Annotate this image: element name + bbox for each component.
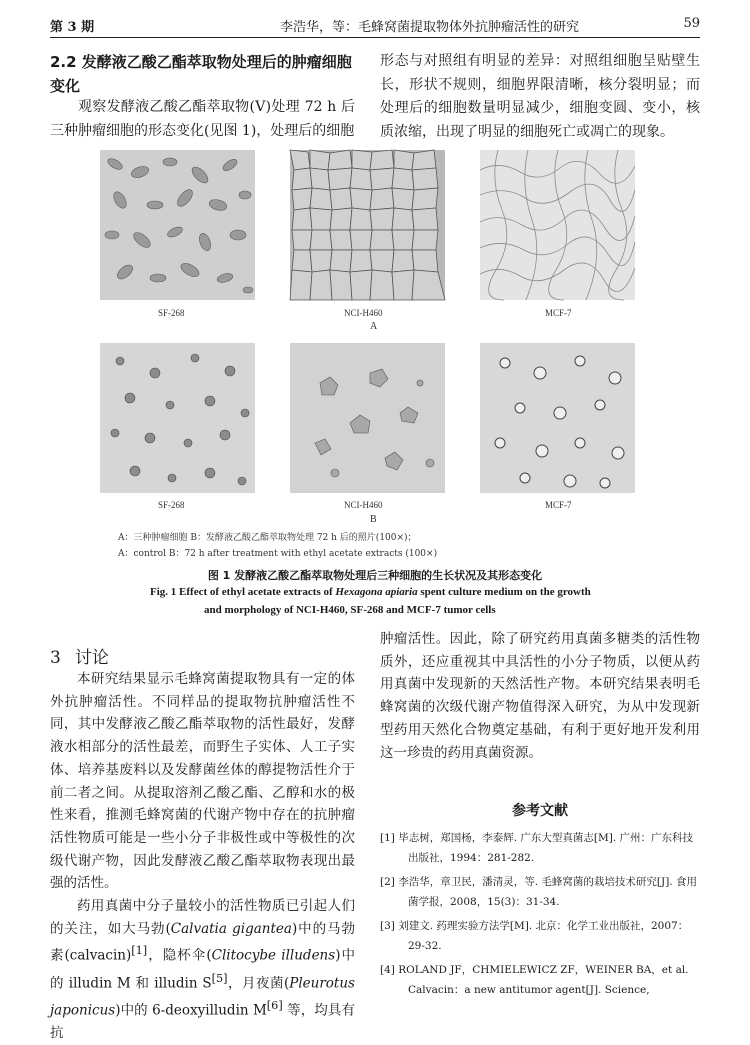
section-title: 2.2 发酵液乙酸乙酯萃取物处理后的肿瘤细胞变化 — [50, 53, 352, 95]
micrograph-b-mcf7 — [480, 343, 635, 493]
references-title: 参考文献 — [512, 803, 568, 819]
section-paragraph-left: 观察发酵液乙酸乙酯萃取物(Ⅴ)处理 72 h 后三种肿瘤细胞的形态变化(见图 1)，处理后的细胞 — [50, 99, 355, 139]
reference-item: [1] 毕志树，郑国杨，李泰辉. 广东大型真菌志[M]. 广州：广东科技出版社，1994：281-282. — [380, 832, 694, 864]
figure-caption-cn: 图 1 发酵液乙酸乙酯萃取物处理后三种细胞的生长状况及其形态变化 — [207, 569, 543, 582]
label-b-nci-h460: NCI-H460 — [344, 500, 383, 510]
figure-row-a — [100, 150, 700, 300]
micrograph-a-mcf7 — [480, 150, 635, 300]
discussion-paragraph-2: 药用真菌中分子量较小的活性物质已引起人们的关注，如大马勃(Calvatia gigantea)中的马勃素(calvacin)[1]，隐杯伞(Clitocybe illudens)中的 illudin M 和 illudin S[5]，月夜菌(Pleurotus japonicus)中的 6-deoxyilludin M[6] 等，均具有抗 — [50, 898, 355, 1042]
discussion-number: 3 — [50, 648, 61, 668]
issue-number: 第 3 期 — [50, 20, 95, 35]
figure-caption-en: Fig. 1 Effect of ethyl acetate extracts of Hexagona apiaria spent culture medium on the growth and morphology of NCI-H460, SF-268 and MCF-7 tumor cells — [150, 586, 591, 616]
figure-row-b — [100, 343, 700, 493]
discussion-paragraph-right: 肿瘤活性。因此，除了研究药用真菌多糖类的活性物质外，还应重视其中具活性的小分子物质，以便从药用真菌中发现新的天然活性产物。本研究结果表明毛蜂窝菌的次级代谢产物值得深入研究，为从中发现新型药用天然化合物奠定基础，有利于更好地开发利用这一珍贵的药用真菌资源。 — [380, 631, 700, 761]
label-a-sf268: SF-268 — [158, 308, 185, 318]
micrograph-b-nci-h460 — [290, 343, 445, 493]
micrograph-a-nci-h460 — [290, 150, 445, 300]
page-number: 59 — [683, 16, 700, 31]
discussion-heading — [50, 643, 109, 668]
discussion-paragraph-1: 本研究结果显示毛蜂窝菌提取物具有一定的体外抗肿瘤活性。不同样品的提取物抗肿瘤活性不同，其中发酵液乙酸乙酯萃取物的活性最好，发酵液水相部分的活性最差，而野生子实体、人工子实体、培养基废料以及发酵菌丝体的醇提物活性介于前二者之间。从提取溶剂乙酸乙酯、乙醇和水的极性来看，推测毛蜂窝菌的代谢产物中存在的抗肿瘤活性物质可能是一些小分子非极性或中等极性的次级代谢产物，因此发酵液乙酸乙酯萃取物表现出最强的活性。 — [50, 671, 355, 892]
reference-item: [3] 刘建文. 药理实验方法学[M]. 北京：化学工业出版社，2007：29-32. — [380, 920, 689, 952]
references-list — [380, 828, 700, 1004]
figure-legend-cn: A：三种肿瘤细胞 B：发酵液乙酸乙酯萃取物处理 72 h 后的照片(100×)； — [118, 533, 417, 543]
reference-item: [4] ROLAND JF，CHMIELEWICZ ZF，WEINER BA，et al. Calvacin：a new antitumor agent[J]. Science, — [380, 964, 689, 996]
discussion-left-text — [50, 668, 355, 1045]
label-b-sf268: SF-268 — [158, 500, 185, 510]
micrograph-a-sf268 — [100, 150, 255, 300]
micrograph-b-sf268 — [100, 343, 255, 493]
discussion-title: 讨论 — [74, 648, 109, 668]
label-a-mcf7: MCF-7 — [545, 308, 572, 318]
figure-legend-en: A：control B：72 h after treatment with ethyl acetate extracts (100×) — [118, 549, 438, 559]
reference-item: [2] 李浩华，章卫民，潘清灵，等. 毛蜂窝菌的栽培技术研究[J]. 食用菌学报，2008，15(3)：31-34. — [380, 876, 697, 908]
page-header — [50, 14, 700, 38]
label-a-nci-h460: NCI-H460 — [344, 308, 383, 318]
running-title: 李浩华，等：毛蜂窝菌提取物体外抗肿瘤活性的研究 — [280, 20, 580, 35]
panel-letter-b: B — [370, 514, 377, 525]
species-name: Hexagona apiaria — [335, 586, 418, 598]
discussion-right-text — [380, 628, 700, 764]
panel-letter-a: A — [370, 321, 378, 332]
label-b-mcf7: MCF-7 — [545, 500, 572, 510]
section-right-text — [380, 50, 700, 144]
section-paragraph-right: 形态与对照组有明显的差异：对照组细胞呈贴壁生长，形状不规则，细胞界限清晰，核分裂明显；而处理后的细胞数量明显减少，细胞变圆、变小，核质浓缩，出现了明显的细胞死亡或凋亡的现象。 — [380, 53, 700, 140]
section-left-text — [50, 96, 355, 143]
